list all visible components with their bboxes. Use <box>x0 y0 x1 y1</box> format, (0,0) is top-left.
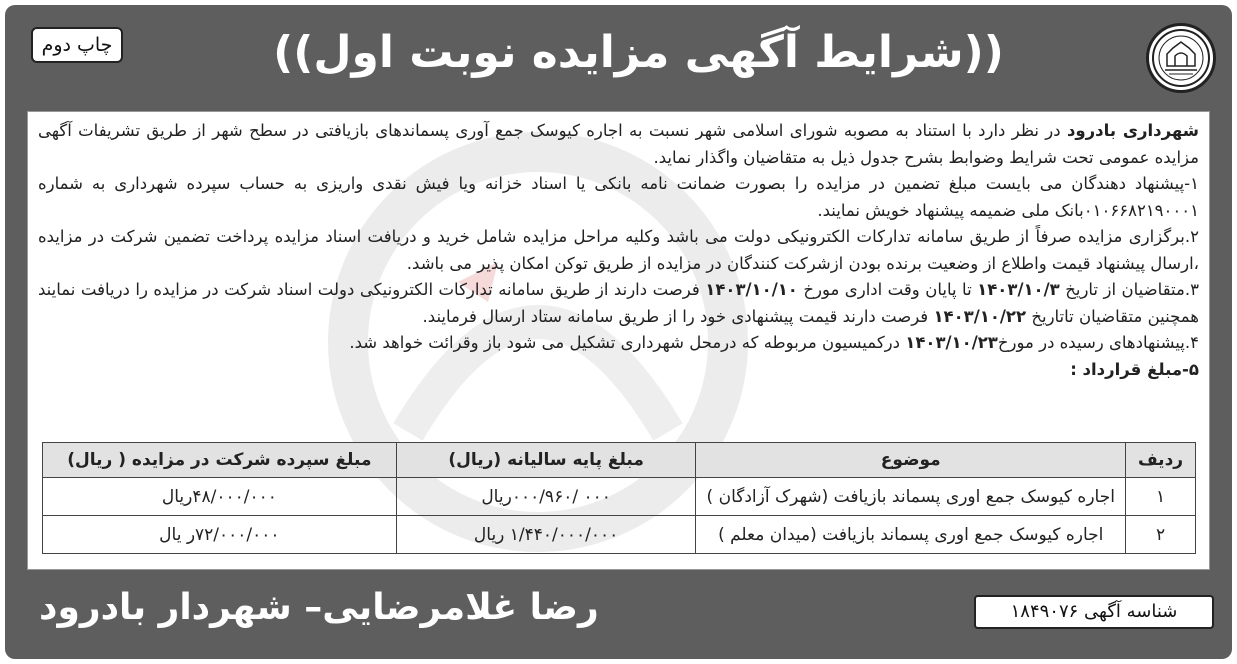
base-price-cell: ۱/۴۴۰/۰۰۰/۰۰۰ ریال <box>396 516 696 554</box>
clause-3-text-d: فرصت دارند قیمت پیشنهادی خود را از طریق سامانه ستاد ارسال فرمایند. <box>422 306 934 326</box>
table-header-row <box>43 443 1196 478</box>
column-header-subject: موضوع <box>696 443 1126 478</box>
clause-3-text-c: فرصت دارند از طریق سامانه تدارکات الکترونیکی دولت اسناد شرکت در مزایده را دریافت نمایند همچنین متقاضیان تاتاریخ <box>38 280 1199 326</box>
clause-5-heading: ۵-مبلغ قرارداد : <box>1070 359 1199 379</box>
intro-paragraph <box>38 118 1199 171</box>
column-header-deposit: مبلغ سپرده شرکت در مزایده ( ریال) <box>43 443 397 478</box>
municipality-emblem-icon <box>1146 23 1216 93</box>
column-header-base-price: مبلغ پایه سالیانه (ریال) <box>396 443 696 478</box>
notice-body-panel <box>27 111 1210 570</box>
clause-3-start-date: ۱۴۰۳/۱۰/۳ <box>977 280 1060 299</box>
clause-3-offer-date: ۱۴۰۳/۱۰/۲۲ <box>933 306 1027 326</box>
clause-5 <box>38 357 1199 384</box>
notice-header <box>5 5 1232 109</box>
clause-2: ۲.برگزاری مزایده صرفاً از طریق سامانه تدارکات الکترونیکی دولت می باشد وکلیه مراحل مزایده شامل خرید و دریافت اسناد مزایده پرداخت تضمین شرکت در مزایده ،ارسال پیشنهاد قیمت واطلاع از وضعیت برنده بودن ازشرکت کنندگان در مزایده از طریق توکن امکان پذیر می باشد. <box>38 227 1199 273</box>
notice-footer <box>5 575 1232 659</box>
municipality-name: شهرداری بادرود <box>1066 121 1199 140</box>
row-number-cell: ۲ <box>1126 516 1196 554</box>
clause-3-text-b: تا پایان وقت اداری مورخ <box>797 280 978 299</box>
subject-cell: اجاره کیوسک جمع اوری پسماند بازیافت (شهرک آزادگان ) <box>696 478 1126 516</box>
intro-text: در نظر دارد با استناد به مصوبه شورای اسلامی شهر نسبت به اجاره کیوسک جمع آوری پسماندهای بازیافتی در سطح شهر از طریق تشریفات آگهی مزایده عمومی تحت شرایط وضوابط بشرح جدول ذیل به متقاضیان واگذار نماید. <box>38 121 1199 167</box>
clause-4-date: ۱۴۰۳/۱۰/۲۳ <box>905 333 998 352</box>
clause-3 <box>38 277 1199 330</box>
clause-4 <box>38 330 1199 357</box>
notice-title: ((شرایط آگهی مزایده نوبت اول)) <box>273 27 1004 78</box>
clause-3-end-date: ۱۴۰۳/۱۰/۱۰ <box>705 280 798 299</box>
base-price-cell: ۰۰۰ /۰۰۰/۹۶۰ریال <box>396 478 696 516</box>
table-row <box>43 516 1196 554</box>
notice-frame <box>5 5 1232 659</box>
clause-1: ۱-پیشنهاد دهندگان می بایست مبلغ تضمین در مزایده را بصورت ضمانت نامه بانکی یا اسناد خزانه ویا فیش نقدی واریزی به حساب سپرده شهرداری به شماره ۰۱۰۶۶۸۲۱۹۰۰۰۱بانک ملی ضمیمه پیشنهاد خویش نمایند. <box>38 174 1199 220</box>
column-header-row-number: ردیف <box>1126 443 1196 478</box>
contract-amount-table <box>42 442 1196 554</box>
subject-cell: اجاره کیوسک جمع اوری پسماند بازیافت (میدان معلم ) <box>696 516 1126 554</box>
deposit-cell: ۷۲/۰۰۰/۰۰۰ر یال <box>43 516 397 554</box>
clause-4-text-b: درکمیسیون مربوطه که درمحل شهرداری تشکیل می شود باز وقرائت خواهد شد. <box>349 333 906 352</box>
row-number-cell: ۱ <box>1126 478 1196 516</box>
mayor-signature: رضا غلامرضایی– شهردار بادرود <box>39 587 599 628</box>
clause-4-text-a: ۴.پیشنهادهای رسیده در مورخ <box>997 333 1199 352</box>
clause-3-text-a: ۳.متقاضیان از تاریخ <box>1059 280 1199 299</box>
print-edition-badge: چاپ دوم <box>31 27 123 63</box>
notice-body-text <box>38 118 1199 383</box>
table-row <box>43 478 1196 516</box>
deposit-cell: ۴۸/۰۰۰/۰۰۰ریال <box>43 478 397 516</box>
ad-id-badge: شناسه آگهی ۱۸۴۹۰۷۶ <box>974 595 1214 629</box>
